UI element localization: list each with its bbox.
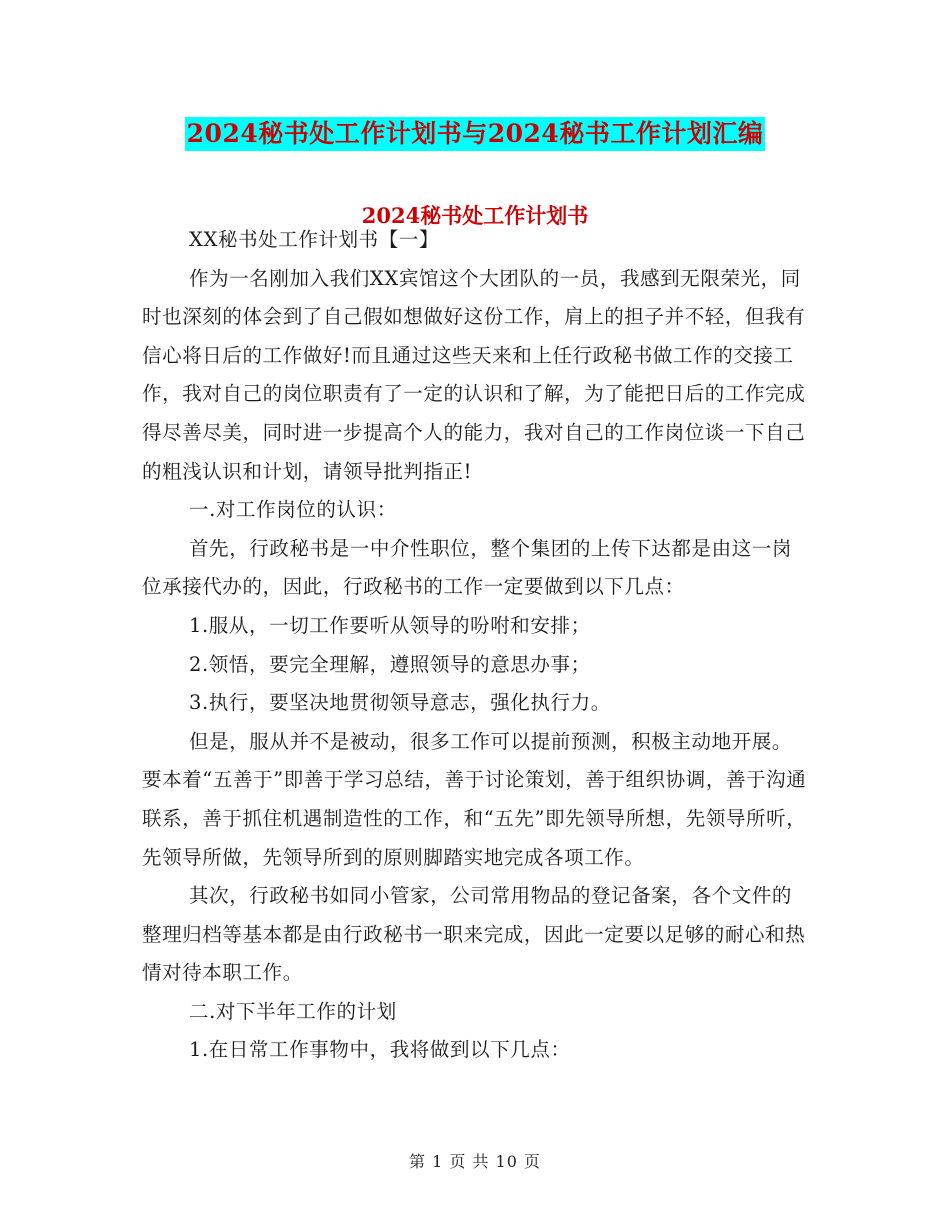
document-sub-title: 2024秘书处工作计划书 bbox=[361, 203, 589, 228]
body-paragraph: 作为一名刚加入我们XX宾馆这个大团队的一员，我感到无限荣光，同时也深刻的体会到了自己假如想做好这份工作，肩上的担子并不轻，但我有信心将日后的工作做好!而且通过这些天来和上任行政秘书做工作的交接工作，我对自己的岗位职责有了一定的认识和了解，为了能把日后的工作完成得尽善尽美，同时进一步提高个人的能力，我对自己的工作岗位谈一下自己的粗浅认识和计划，请领导批判指正! bbox=[142, 266, 806, 483]
body-paragraph: 首先，行政秘书是一中介性职位，整个集团的上传下达都是由这一岗位承接代办的，因此，行政秘书的工作一定要做到以下几点： bbox=[142, 536, 793, 599]
document-body bbox=[142, 221, 810, 1070]
body-paragraph: 2.领悟，要完全理解，遵照领导的意思办事； bbox=[189, 652, 591, 676]
document-main-title bbox=[0, 112, 950, 151]
body-paragraph: 二.对下半年工作的计划 bbox=[189, 999, 397, 1023]
body-paragraph: 其次，行政秘书如同小管家，公司常用物品的登记备案，各个文件的整理归档等基本都是由行政秘书一职来完成，因此一定要以足够的耐心和热情对待本职工作。 bbox=[142, 884, 806, 985]
page-number-footer: 第 1 页 共 10 页 bbox=[409, 1152, 541, 1171]
body-paragraph: 但是，服从并不是被动，很多工作可以提前预测，积极主动地开展。要本着“五善于”即善于学习总结，善于讨论策划，善于组织协调，善于沟通联系，善于抓住机遇制造性的工作，和“五先”即先领导所想，先领导所听，先领导所做，先领导所到的原则脚踏实地完成各项工作。 bbox=[142, 729, 807, 869]
body-paragraph: XX秘书处工作计划书【一】 bbox=[189, 228, 440, 251]
body-paragraph: 1.服从，一切工作要听从领导的吩咐和安排； bbox=[189, 613, 591, 637]
body-paragraph: 一.对工作岗位的认识： bbox=[189, 498, 397, 522]
body-paragraph: 3.执行，要坚决地贯彻领导意志，强化执行力。 bbox=[189, 691, 611, 715]
body-paragraph: 1.在日常工作事物中，我将做到以下几点： bbox=[189, 1038, 571, 1062]
main-title-highlight: 2024秘书处工作计划书与2024秘书工作计划汇编 bbox=[185, 117, 766, 151]
